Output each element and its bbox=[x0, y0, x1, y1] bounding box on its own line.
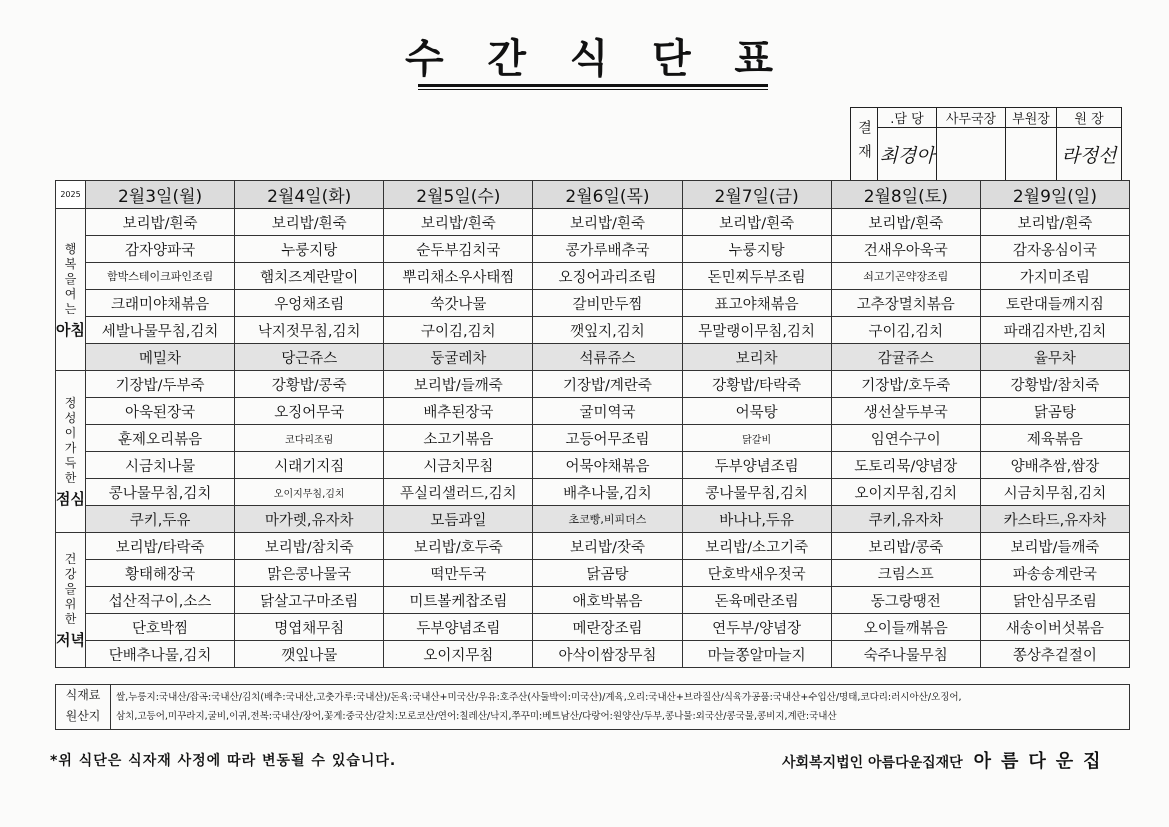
menu-cell: 오징어무국 bbox=[235, 398, 384, 425]
lunch-row bbox=[56, 371, 1130, 398]
menu-cell: 콩가루배추국 bbox=[533, 236, 682, 263]
menu-cell: 새송이버섯볶음 bbox=[980, 614, 1129, 641]
menu-cell: 마가렛,유자차 bbox=[235, 506, 384, 533]
menu-cell: 기장밥/계란죽 bbox=[533, 371, 682, 398]
day-header-row bbox=[56, 181, 1130, 209]
origin-text bbox=[116, 688, 1124, 726]
menu-cell: 쿠키,두유 bbox=[86, 506, 235, 533]
menu-cell: 카스타드,유자차 bbox=[980, 506, 1129, 533]
menu-cell: 쿠키,유자차 bbox=[831, 506, 980, 533]
menu-cell: 아삭이쌈장무침 bbox=[533, 641, 682, 668]
lunch-label-char: 정 bbox=[64, 396, 77, 410]
menu-cell: 양배추쌈,쌈장 bbox=[980, 452, 1129, 479]
menu-cell: 콩나물무침,김치 bbox=[86, 479, 235, 506]
menu-cell: 감자옹심이국 bbox=[980, 236, 1129, 263]
menu-cell: 닭갈비 bbox=[682, 425, 831, 452]
approval-header-staff: .담 당 bbox=[878, 108, 937, 128]
menu-cell: 콩나물무침,김치 bbox=[682, 479, 831, 506]
lunch-row bbox=[56, 506, 1130, 533]
menu-cell: 보리밥/흰죽 bbox=[682, 209, 831, 236]
menu-cell: 파송송계란국 bbox=[980, 560, 1129, 587]
title-underline bbox=[418, 84, 768, 87]
menu-cell: 메란장조림 bbox=[533, 614, 682, 641]
menu-cell: 배추나물,김치 bbox=[533, 479, 682, 506]
menu-cell: 무말랭이무침,김치 bbox=[682, 317, 831, 344]
lunch-label-char: 점심 bbox=[56, 490, 85, 508]
menu-cell: 보리밥/흰죽 bbox=[384, 209, 533, 236]
menu-cell: 보리밥/소고기죽 bbox=[682, 533, 831, 560]
menu-cell: 도토리묵/양념장 bbox=[831, 452, 980, 479]
menu-cell: 동그랑땡전 bbox=[831, 587, 980, 614]
approval-header-head: 원 장 bbox=[1057, 108, 1122, 128]
approval-box bbox=[850, 107, 1122, 181]
lunch-label-char: 가 bbox=[64, 441, 77, 455]
dinner-row bbox=[56, 533, 1130, 560]
menu-cell: 시금치무침 bbox=[384, 452, 533, 479]
menu-cell: 아욱된장국 bbox=[86, 398, 235, 425]
menu-cell: 보리밥/흰죽 bbox=[831, 209, 980, 236]
menu-cell: 단호박찜 bbox=[86, 614, 235, 641]
menu-cell: 감자양파국 bbox=[86, 236, 235, 263]
menu-cell: 강황밥/참치죽 bbox=[980, 371, 1129, 398]
dinner-label-char: 위 bbox=[64, 597, 77, 611]
menu-cell: 크림스프 bbox=[831, 560, 980, 587]
dinner-row bbox=[56, 641, 1130, 668]
menu-cell: 율무차 bbox=[980, 344, 1129, 371]
menu-cell: 보리밥/들깨죽 bbox=[384, 371, 533, 398]
menu-cell: 둥굴레차 bbox=[384, 344, 533, 371]
dinner-row bbox=[56, 587, 1130, 614]
dinner-label-char: 강 bbox=[64, 567, 77, 581]
menu-cell: 오징어과리조림 bbox=[533, 263, 682, 290]
menu-cell: 쑥갓나물 bbox=[384, 290, 533, 317]
menu-cell: 초코빵,비피더스 bbox=[533, 506, 682, 533]
menu-cell: 애호박볶음 bbox=[533, 587, 682, 614]
year-label: 2025 bbox=[56, 181, 86, 209]
menu-cell: 섭산적구이,소스 bbox=[86, 587, 235, 614]
menu-cell: 보리밥/호두죽 bbox=[384, 533, 533, 560]
breakfast-row bbox=[56, 236, 1130, 263]
menu-cell: 굴미역국 bbox=[533, 398, 682, 425]
signature-vice bbox=[1006, 128, 1057, 181]
menu-cell: 보리차 bbox=[682, 344, 831, 371]
organization-prefix: 사회복지법인 아름다운집재단 bbox=[782, 755, 963, 771]
approval-header-vice: 부원장 bbox=[1006, 108, 1057, 128]
menu-cell: 모듬과일 bbox=[384, 506, 533, 533]
menu-cell: 보리밥/흰죽 bbox=[86, 209, 235, 236]
menu-cell: 석류쥬스 bbox=[533, 344, 682, 371]
menu-cell: 돈민찌두부조림 bbox=[682, 263, 831, 290]
menu-cell: 토란대들깨지짐 bbox=[980, 290, 1129, 317]
menu-cell: 맑은콩나물국 bbox=[235, 560, 384, 587]
dinner-row bbox=[56, 560, 1130, 587]
menu-cell: 단배추나물,김치 bbox=[86, 641, 235, 668]
breakfast-label-char: 을 bbox=[64, 271, 77, 286]
menu-cell: 보리밥/타락죽 bbox=[86, 533, 235, 560]
breakfast-label-char: 아침 bbox=[56, 320, 85, 339]
title-char: 단 bbox=[651, 35, 693, 82]
menu-cell: 낙지젓무침,김치 bbox=[235, 317, 384, 344]
menu-cell: 닭곰탕 bbox=[533, 560, 682, 587]
menu-cell: 배추된장국 bbox=[384, 398, 533, 425]
menu-cell: 보리밥/참치죽 bbox=[235, 533, 384, 560]
menu-cell: 누룽지탕 bbox=[235, 236, 384, 263]
breakfast-row bbox=[56, 263, 1130, 290]
lunch-label-char: 득 bbox=[64, 456, 77, 470]
menu-cell: 닭곰탕 bbox=[980, 398, 1129, 425]
origin-line-1: 쌀,누룽지:국내산/잡곡:국내산/김치(배추:국내산,고춧가루:국내산)/돈육:국내산+미국산/우유:호주산(사둘박이:미국산)/계육,오리:국내산+브라질산/식육가공품:국내산+수입산/명태,코다리:러시아산/오징어, bbox=[116, 692, 962, 703]
menu-cell: 돈육메란조림 bbox=[682, 587, 831, 614]
breakfast-label-char: 여 bbox=[64, 286, 77, 301]
menu-cell: 임연수구이 bbox=[831, 425, 980, 452]
menu-cell: 깻잎지,김치 bbox=[533, 317, 682, 344]
menu-cell: 기장밥/두부죽 bbox=[86, 371, 235, 398]
breakfast-row bbox=[56, 317, 1130, 344]
menu-cell: 메밀차 bbox=[86, 344, 235, 371]
day-header: 2월8일(토) bbox=[831, 181, 980, 209]
day-header: 2월4일(화) bbox=[235, 181, 384, 209]
origin-line-2: 삼치,고등어,미꾸라지,굴비,이귀,전복:국내산/장어,꽃게:중국산/갈치:모로코산/연어:칠레산/낙지,쭈꾸미:베트남산/다랑어:원양산/두부,콩나물:외국산/콩국물,콩비지,계란:국내산 bbox=[116, 711, 837, 722]
breakfast-row bbox=[56, 290, 1130, 317]
menu-cell: 누룽지탕 bbox=[682, 236, 831, 263]
menu-cell: 뿌리채소우사태찜 bbox=[384, 263, 533, 290]
dinner-label-char: 을 bbox=[64, 582, 77, 596]
organization-signature bbox=[782, 747, 1111, 773]
menu-cell: 세발나물무침,김치 bbox=[86, 317, 235, 344]
menu-cell: 보리밥/흰죽 bbox=[235, 209, 384, 236]
lunch-label-char: 성 bbox=[64, 411, 77, 425]
title-char: 식 bbox=[569, 35, 611, 82]
menu-cell: 단호박새우젓국 bbox=[682, 560, 831, 587]
day-header: 2월5일(수) bbox=[384, 181, 533, 209]
menu-cell: 황태해장국 bbox=[86, 560, 235, 587]
menu-cell: 보리밥/흰죽 bbox=[533, 209, 682, 236]
menu-cell: 보리밥/들깨죽 bbox=[980, 533, 1129, 560]
breakfast-row bbox=[56, 344, 1130, 371]
day-header: 2월9일(일) bbox=[980, 181, 1129, 209]
menu-cell: 쇠고기곤약장조림 bbox=[831, 263, 980, 290]
menu-cell: 구이김,김치 bbox=[831, 317, 980, 344]
menu-cell: 순두부김치국 bbox=[384, 236, 533, 263]
menu-cell: 보리밥/흰죽 bbox=[980, 209, 1129, 236]
menu-cell: 깻잎나물 bbox=[235, 641, 384, 668]
menu-cell: 오이지무침,김치 bbox=[831, 479, 980, 506]
menu-cell: 떡만두국 bbox=[384, 560, 533, 587]
menu-cell: 푸실리샐러드,김치 bbox=[384, 479, 533, 506]
title-underline-2 bbox=[418, 89, 768, 90]
menu-cell: 시금치나물 bbox=[86, 452, 235, 479]
lunch-row bbox=[56, 479, 1130, 506]
menu-cell: 당근쥬스 bbox=[235, 344, 384, 371]
breakfast-label-char: 복 bbox=[64, 256, 77, 271]
lunch-row bbox=[56, 398, 1130, 425]
change-notice: *위 식단은 식자재 사정에 따라 변동될 수 있습니다. bbox=[50, 753, 397, 769]
dinner-label-char: 저녁 bbox=[56, 631, 85, 649]
menu-cell: 시래기지짐 bbox=[235, 452, 384, 479]
breakfast-label-char: 행 bbox=[64, 241, 77, 256]
breakfast-label-char: 는 bbox=[64, 301, 77, 316]
menu-cell: 어묵탕 bbox=[682, 398, 831, 425]
title-char: 간 bbox=[487, 35, 528, 82]
menu-cell: 갈비만두찜 bbox=[533, 290, 682, 317]
menu-cell: 고등어무조림 bbox=[533, 425, 682, 452]
menu-cell: 기장밥/호두죽 bbox=[831, 371, 980, 398]
menu-cell: 고추장멸치볶음 bbox=[831, 290, 980, 317]
menu-cell: 두부양념조림 bbox=[682, 452, 831, 479]
origin-label-1: 식재료 bbox=[65, 688, 101, 702]
menu-cell: 숙주나물무침 bbox=[831, 641, 980, 668]
menu-cell: 생선살두부국 bbox=[831, 398, 980, 425]
lunch-row bbox=[56, 425, 1130, 452]
menu-cell: 건새우아욱국 bbox=[831, 236, 980, 263]
menu-cell: 오이지무침,김치 bbox=[235, 479, 384, 506]
menu-cell: 햄치즈계란말이 bbox=[235, 263, 384, 290]
origin-label bbox=[56, 685, 111, 729]
menu-cell: 시금치무침,김치 bbox=[980, 479, 1129, 506]
approval-label: 결재 bbox=[851, 108, 878, 181]
menu-cell: 표고야채볶음 bbox=[682, 290, 831, 317]
breakfast-row bbox=[56, 209, 1130, 236]
menu-cell: 파래김자반,김치 bbox=[980, 317, 1129, 344]
menu-cell: 함박스테이크파인조림 bbox=[86, 263, 235, 290]
lunch-label-char: 한 bbox=[64, 471, 77, 485]
organization-name: 아름다운집 bbox=[973, 751, 1111, 772]
menu-cell: 소고기볶음 bbox=[384, 425, 533, 452]
title-char: 표 bbox=[734, 35, 775, 82]
menu-cell: 우엉채조림 bbox=[235, 290, 384, 317]
menu-cell: 닭안심무조림 bbox=[980, 587, 1129, 614]
signature-head: 라정선 bbox=[1057, 128, 1122, 181]
menu-table bbox=[55, 180, 1130, 668]
menu-cell: 가지미조림 bbox=[980, 263, 1129, 290]
menu-cell: 훈제오리볶음 bbox=[86, 425, 235, 452]
menu-cell: 바나나,두유 bbox=[682, 506, 831, 533]
menu-cell: 두부양념조림 bbox=[384, 614, 533, 641]
menu-cell: 연두부/양념장 bbox=[682, 614, 831, 641]
menu-cell: 보리밥/잣죽 bbox=[533, 533, 682, 560]
menu-cell: 제육볶음 bbox=[980, 425, 1129, 452]
origin-label-2: 원산지 bbox=[65, 709, 101, 723]
menu-cell: 마늘쫑알마늘지 bbox=[682, 641, 831, 668]
menu-cell: 보리밥/콩죽 bbox=[831, 533, 980, 560]
dinner-label bbox=[56, 533, 86, 668]
dinner-label-char: 건 bbox=[64, 552, 77, 566]
menu-cell: 구이김,김치 bbox=[384, 317, 533, 344]
menu-cell: 명엽채무침 bbox=[235, 614, 384, 641]
menu-cell: 코다리조림 bbox=[235, 425, 384, 452]
menu-cell: 오이들깨볶음 bbox=[831, 614, 980, 641]
page-title bbox=[405, 30, 775, 80]
menu-cell: 강황밥/콩죽 bbox=[235, 371, 384, 398]
menu-cell: 강황밥/타락죽 bbox=[682, 371, 831, 398]
origin-box bbox=[55, 684, 1130, 730]
menu-cell: 쫑상추겉절이 bbox=[980, 641, 1129, 668]
signature-staff: 최경아 bbox=[878, 128, 937, 181]
menu-cell: 오이지무침 bbox=[384, 641, 533, 668]
menu-cell: 닭살고구마조림 bbox=[235, 587, 384, 614]
dinner-row bbox=[56, 614, 1130, 641]
menu-cell: 크래미야채볶음 bbox=[86, 290, 235, 317]
lunch-label-char: 이 bbox=[64, 426, 77, 440]
breakfast-label bbox=[56, 209, 86, 371]
dinner-label-char: 한 bbox=[64, 612, 77, 626]
title-char: 수 bbox=[405, 35, 446, 82]
day-header: 2월7일(금) bbox=[682, 181, 831, 209]
day-header: 2월6일(목) bbox=[533, 181, 682, 209]
approval-header-director: 사무국장 bbox=[937, 108, 1006, 128]
menu-cell: 미트볼케찹조림 bbox=[384, 587, 533, 614]
menu-cell: 감귤쥬스 bbox=[831, 344, 980, 371]
lunch-row bbox=[56, 452, 1130, 479]
day-header: 2월3일(월) bbox=[86, 181, 235, 209]
signature-director bbox=[937, 128, 1006, 181]
lunch-label bbox=[56, 371, 86, 533]
menu-cell: 어묵야채볶음 bbox=[533, 452, 682, 479]
